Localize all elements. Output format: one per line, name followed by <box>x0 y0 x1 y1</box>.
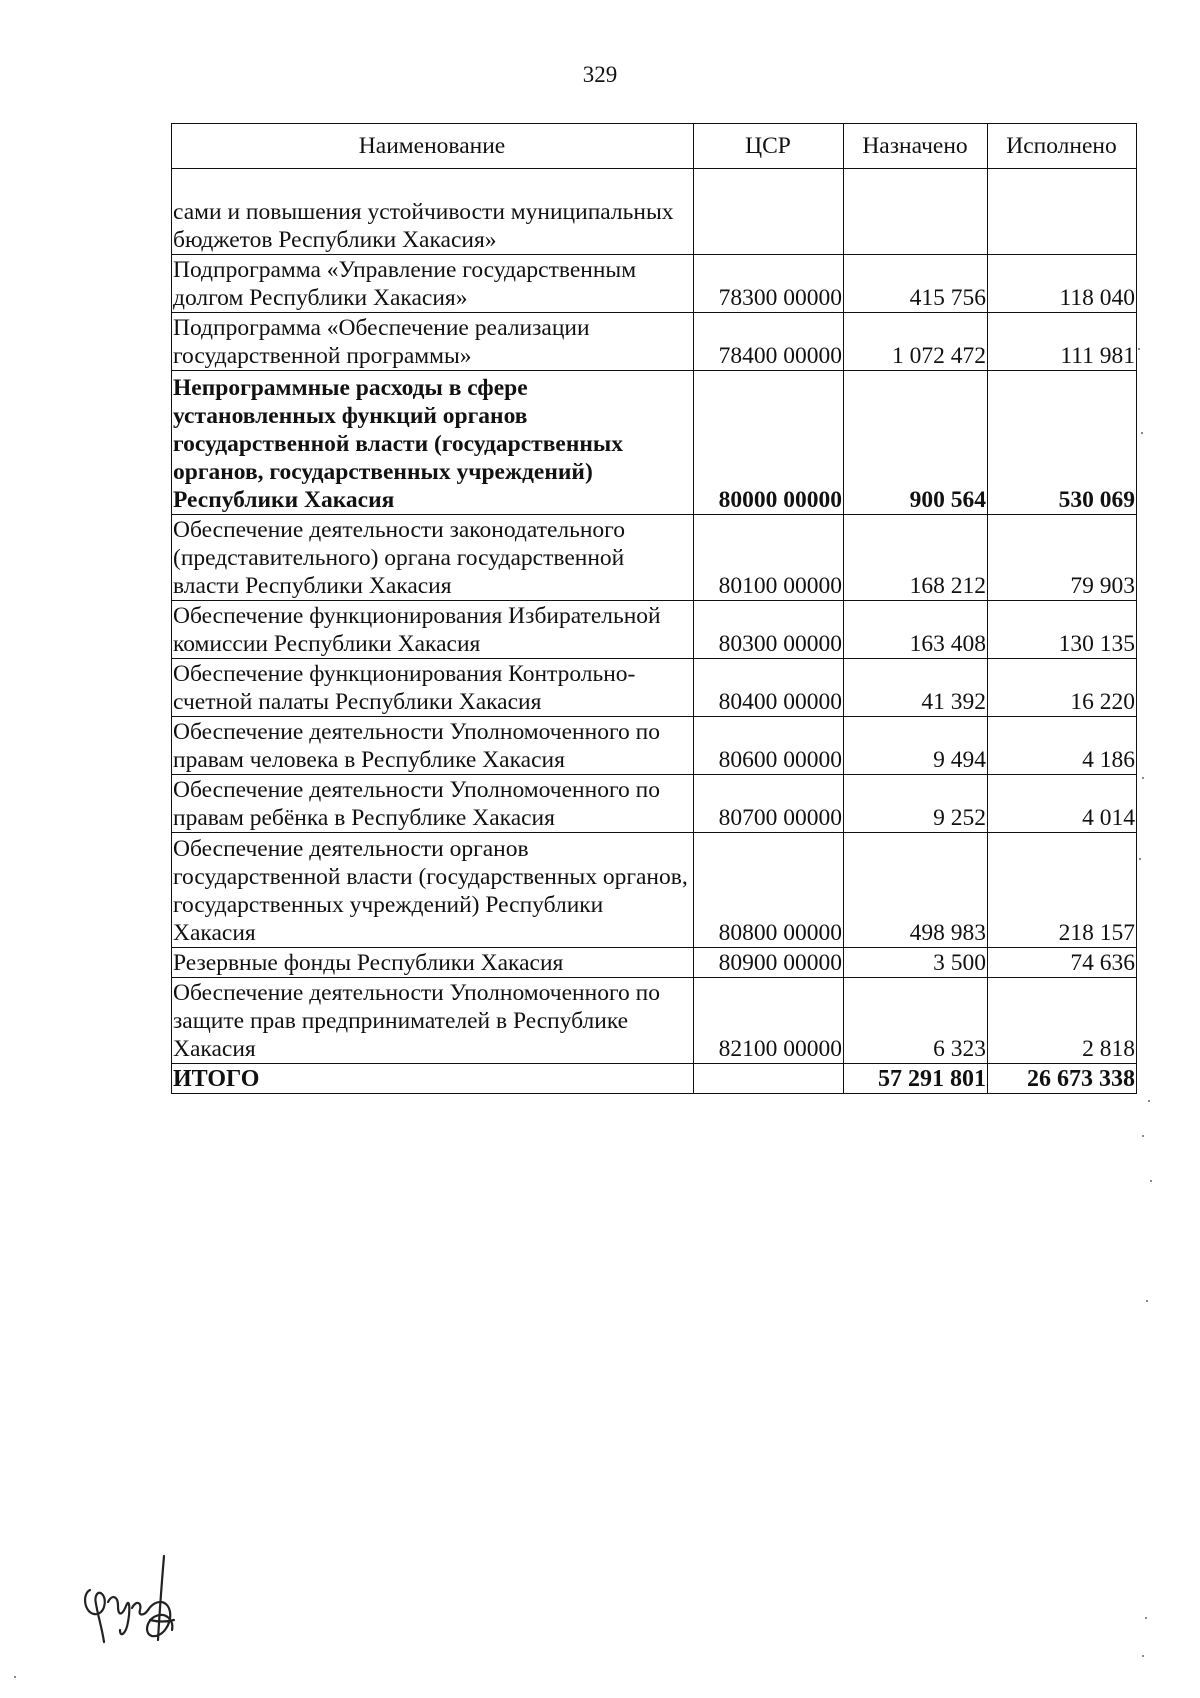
table-row <box>172 515 1137 601</box>
row-assigned: 168 212 <box>844 515 988 601</box>
row-csr: 78300 00000 <box>694 255 844 313</box>
table-row <box>172 717 1137 775</box>
row-csr: 80100 00000 <box>694 515 844 601</box>
row-name: Подпрограмма «Управление государственным долгом Республики Хакасия» <box>172 255 694 313</box>
row-name: Обеспечение функционирования Избирательной комиссии Республики Хакасия <box>172 601 694 659</box>
row-executed: 111 981 <box>988 313 1137 371</box>
row-name: Подпрограмма «Обеспечение реализации государственной программы» <box>172 313 694 371</box>
table-row <box>172 659 1137 717</box>
row-executed: 530 069 <box>988 371 1137 515</box>
row-csr: 82100 00000 <box>694 978 844 1064</box>
row-assigned: 163 408 <box>844 601 988 659</box>
table-row <box>172 255 1137 313</box>
total-csr <box>694 1064 844 1094</box>
row-name: Обеспечение деятельности Уполномоченного по правам ребёнка в Республике Хакасия <box>172 775 694 833</box>
table-row <box>172 313 1137 371</box>
row-assigned: 900 564 <box>844 371 988 515</box>
table-row <box>172 948 1137 978</box>
row-assigned <box>844 169 988 255</box>
budget-table <box>171 123 1137 1094</box>
total-assigned: 57 291 801 <box>844 1064 988 1094</box>
table-row <box>172 371 1137 515</box>
row-name: Обеспечение деятельности Уполномоченного по правам человека в Республике Хакасия <box>172 717 694 775</box>
row-executed: 118 040 <box>988 255 1137 313</box>
page-number: 329 <box>582 62 618 87</box>
row-name: Резервные фонды Республики Хакасия <box>172 948 694 978</box>
row-executed <box>988 169 1137 255</box>
total-label: ИТОГО <box>172 1064 694 1094</box>
row-assigned: 3 500 <box>844 948 988 978</box>
row-name: Обеспечение деятельности органов государственной власти (государственных органов, государственных учреждений) Республики Хакасия <box>172 833 694 948</box>
row-assigned: 1 072 472 <box>844 313 988 371</box>
row-name: Непрограммные расходы в сфере установленных функций органов государственной власти (государственных органов, государственных учреждений) Республики Хакасия <box>172 371 694 515</box>
row-csr: 80300 00000 <box>694 601 844 659</box>
row-assigned: 9 252 <box>844 775 988 833</box>
header-csr: ЦСР <box>694 124 844 169</box>
total-row <box>172 1064 1137 1094</box>
handwritten-signature-icon <box>78 1550 188 1660</box>
row-executed: 4 186 <box>988 717 1137 775</box>
row-csr: 80900 00000 <box>694 948 844 978</box>
row-assigned: 9 494 <box>844 717 988 775</box>
row-executed: 130 135 <box>988 601 1137 659</box>
row-name: сами и повышения устойчивости муниципальных бюджетов Республики Хакасия» <box>172 169 694 255</box>
row-assigned: 6 323 <box>844 978 988 1064</box>
row-assigned: 498 983 <box>844 833 988 948</box>
table-row <box>172 775 1137 833</box>
row-executed: 4 014 <box>988 775 1137 833</box>
row-name: Обеспечение деятельности Уполномоченного по защите прав предпринимателей в Республике Хакасия <box>172 978 694 1064</box>
table-row <box>172 169 1137 255</box>
row-csr: 80700 00000 <box>694 775 844 833</box>
row-csr: 80600 00000 <box>694 717 844 775</box>
header-executed: Исполнено <box>988 124 1137 169</box>
header-name: Наименование <box>172 124 694 169</box>
table-row <box>172 978 1137 1064</box>
row-csr: 80400 00000 <box>694 659 844 717</box>
row-executed: 16 220 <box>988 659 1137 717</box>
table-header-row <box>172 124 1137 169</box>
row-csr: 80800 00000 <box>694 833 844 948</box>
row-executed: 2 818 <box>988 978 1137 1064</box>
total-executed: 26 673 338 <box>988 1064 1137 1094</box>
row-executed: 218 157 <box>988 833 1137 948</box>
row-csr: 80000 00000 <box>694 371 844 515</box>
table-row <box>172 601 1137 659</box>
row-assigned: 41 392 <box>844 659 988 717</box>
row-executed: 74 636 <box>988 948 1137 978</box>
table-row <box>172 833 1137 948</box>
row-assigned: 415 756 <box>844 255 988 313</box>
row-csr <box>694 169 844 255</box>
header-assigned: Назначено <box>844 124 988 169</box>
row-executed: 79 903 <box>988 515 1137 601</box>
row-name: Обеспечение деятельности законодательного (представительного) органа государственной власти Республики Хакасия <box>172 515 694 601</box>
row-csr: 78400 00000 <box>694 313 844 371</box>
row-name: Обеспечение функционирования Контрольно-счетной палаты Республики Хакасия <box>172 659 694 717</box>
